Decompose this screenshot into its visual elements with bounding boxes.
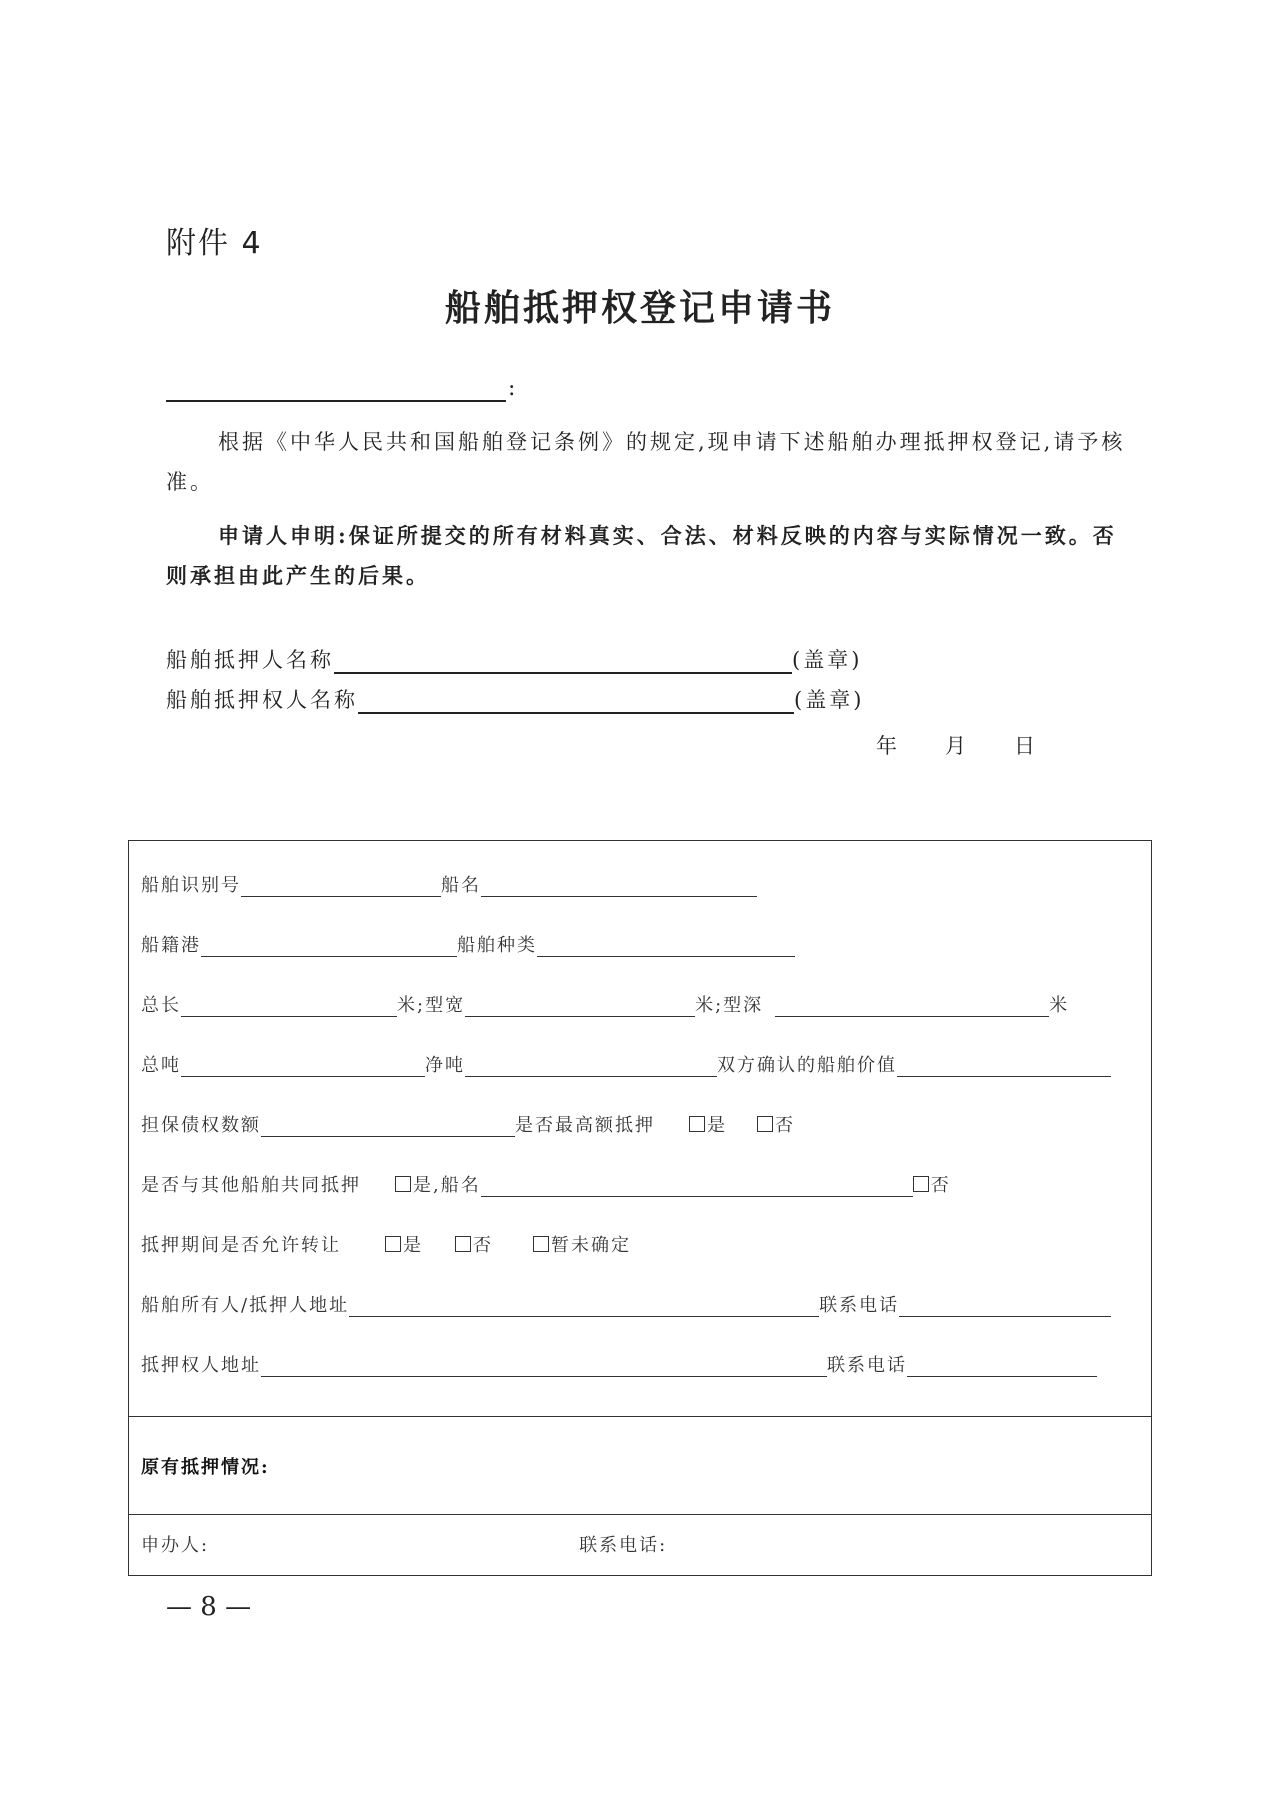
intro-text: 根据《中华人民共和国船舶登记条例》的规定,现申请下述船舶办理抵押权登记,请予核准。 xyxy=(166,430,1126,494)
secured-amount-label: 担保债权数额 xyxy=(141,1115,261,1136)
owner-phone-field[interactable] xyxy=(899,1294,1111,1317)
date-month: 月 xyxy=(945,734,966,758)
agreed-value-field[interactable] xyxy=(897,1054,1111,1077)
mortgagor-label: 船舶抵押人名称 xyxy=(166,648,334,672)
page-title: 船舶抵押权登记申请书 xyxy=(444,287,835,329)
mortgagee-phone-field[interactable] xyxy=(907,1354,1097,1377)
form-row-handler xyxy=(141,1531,667,1557)
ship-id-label: 船舶识别号 xyxy=(141,875,241,896)
port-field[interactable] xyxy=(201,934,457,957)
addressee-colon: : xyxy=(508,376,516,401)
registration-form xyxy=(128,840,1152,1576)
form-row-dimensions xyxy=(141,991,1069,1017)
joint-ship-name-field[interactable] xyxy=(481,1174,913,1197)
form-row-transfer xyxy=(141,1231,631,1257)
joint-yes-label: 是,船名 xyxy=(413,1175,481,1196)
net-tonnage-label: 净吨 xyxy=(425,1055,465,1076)
length-field[interactable] xyxy=(181,994,397,1017)
mortgagee-address-field[interactable] xyxy=(261,1354,827,1377)
owner-phone-label: 联系电话 xyxy=(819,1295,900,1316)
form-row-tonnage xyxy=(141,1051,1111,1077)
joint-no-checkbox[interactable] xyxy=(913,1176,929,1192)
form-row-secured xyxy=(141,1111,795,1137)
attachment-label: 附件 4 xyxy=(166,226,263,261)
date-row xyxy=(876,730,1035,760)
joint-mortgage-label: 是否与其他船舶共同抵押 xyxy=(141,1175,361,1196)
owner-address-label: 船舶所有人/抵押人地址 xyxy=(141,1295,350,1316)
seal-label: (盖章) xyxy=(792,648,863,672)
handler-phone-label: 联系电话: xyxy=(579,1535,668,1556)
port-label: 船籍港 xyxy=(141,935,201,956)
date-day: 日 xyxy=(1014,734,1035,758)
ship-type-field[interactable] xyxy=(537,934,795,957)
form-row-owner-address xyxy=(141,1291,1111,1317)
seal-label: (盖章) xyxy=(794,688,865,712)
mortgagee-phone-label: 联系电话 xyxy=(827,1355,907,1376)
mortgagee-row xyxy=(166,684,864,714)
form-divider xyxy=(129,1514,1151,1515)
form-row-joint xyxy=(141,1171,951,1197)
addressee-blank[interactable] xyxy=(166,400,506,402)
date-year: 年 xyxy=(876,734,897,758)
gross-tonnage-field[interactable] xyxy=(181,1054,425,1077)
owner-address-field[interactable] xyxy=(349,1294,819,1317)
transfer-label: 抵押期间是否允许转让 xyxy=(141,1235,341,1256)
mortgagee-name-field[interactable] xyxy=(358,686,794,714)
ship-name-field[interactable] xyxy=(481,874,757,897)
length-label: 总长 xyxy=(141,995,181,1016)
mortgagor-name-field[interactable] xyxy=(334,646,792,674)
secured-amount-field[interactable] xyxy=(261,1114,515,1137)
declaration-text: 申请人申明:保证所提交的所有材料真实、合法、材料反映的内容与实际情况一致。否则承担由此产生的后果。 xyxy=(166,523,1117,588)
declaration-paragraph xyxy=(166,516,1126,596)
form-row-port xyxy=(141,931,795,957)
form-row-mortgagee-address xyxy=(141,1351,1097,1377)
form-row-ship-id xyxy=(141,871,757,897)
intro-paragraph xyxy=(166,422,1126,502)
yes-label: 是 xyxy=(403,1235,423,1256)
max-mortgage-yes-checkbox[interactable] xyxy=(689,1116,705,1132)
ship-type-label: 船舶种类 xyxy=(457,935,537,956)
transfer-yes-checkbox[interactable] xyxy=(385,1236,401,1252)
max-mortgage-no-checkbox[interactable] xyxy=(757,1116,773,1132)
depth-field[interactable] xyxy=(775,994,1049,1017)
breadth-field[interactable] xyxy=(465,994,695,1017)
no-label: 否 xyxy=(473,1235,493,1256)
ship-id-field[interactable] xyxy=(241,874,441,897)
max-mortgage-label: 是否最高额抵押 xyxy=(515,1115,655,1136)
ship-name-label: 船名 xyxy=(441,875,481,896)
handler-label: 申办人: xyxy=(141,1535,210,1556)
agreed-value-label: 双方确认的船舶价值 xyxy=(717,1055,897,1076)
page-number: — 8 — xyxy=(166,1592,252,1622)
transfer-undetermined-checkbox[interactable] xyxy=(533,1236,549,1252)
transfer-no-checkbox[interactable] xyxy=(455,1236,471,1252)
yes-label: 是 xyxy=(707,1115,727,1136)
joint-yes-checkbox[interactable] xyxy=(395,1176,411,1192)
existing-mortgage-label: 原有抵押情况: xyxy=(141,1457,270,1478)
breadth-label: 米;型宽 xyxy=(397,995,466,1016)
mortgagor-row xyxy=(166,644,862,674)
mortgagee-address-label: 抵押权人地址 xyxy=(141,1355,261,1376)
no-label: 否 xyxy=(930,1175,951,1196)
depth-label: 米;型深 xyxy=(695,995,764,1016)
form-divider xyxy=(129,1416,1151,1417)
no-label: 否 xyxy=(775,1115,795,1136)
undetermined-label: 暂未确定 xyxy=(551,1235,631,1256)
mortgagee-label: 船舶抵押权人名称 xyxy=(166,688,358,712)
gross-tonnage-label: 总吨 xyxy=(141,1055,181,1076)
meter-label: 米 xyxy=(1049,995,1070,1016)
net-tonnage-field[interactable] xyxy=(465,1054,717,1077)
